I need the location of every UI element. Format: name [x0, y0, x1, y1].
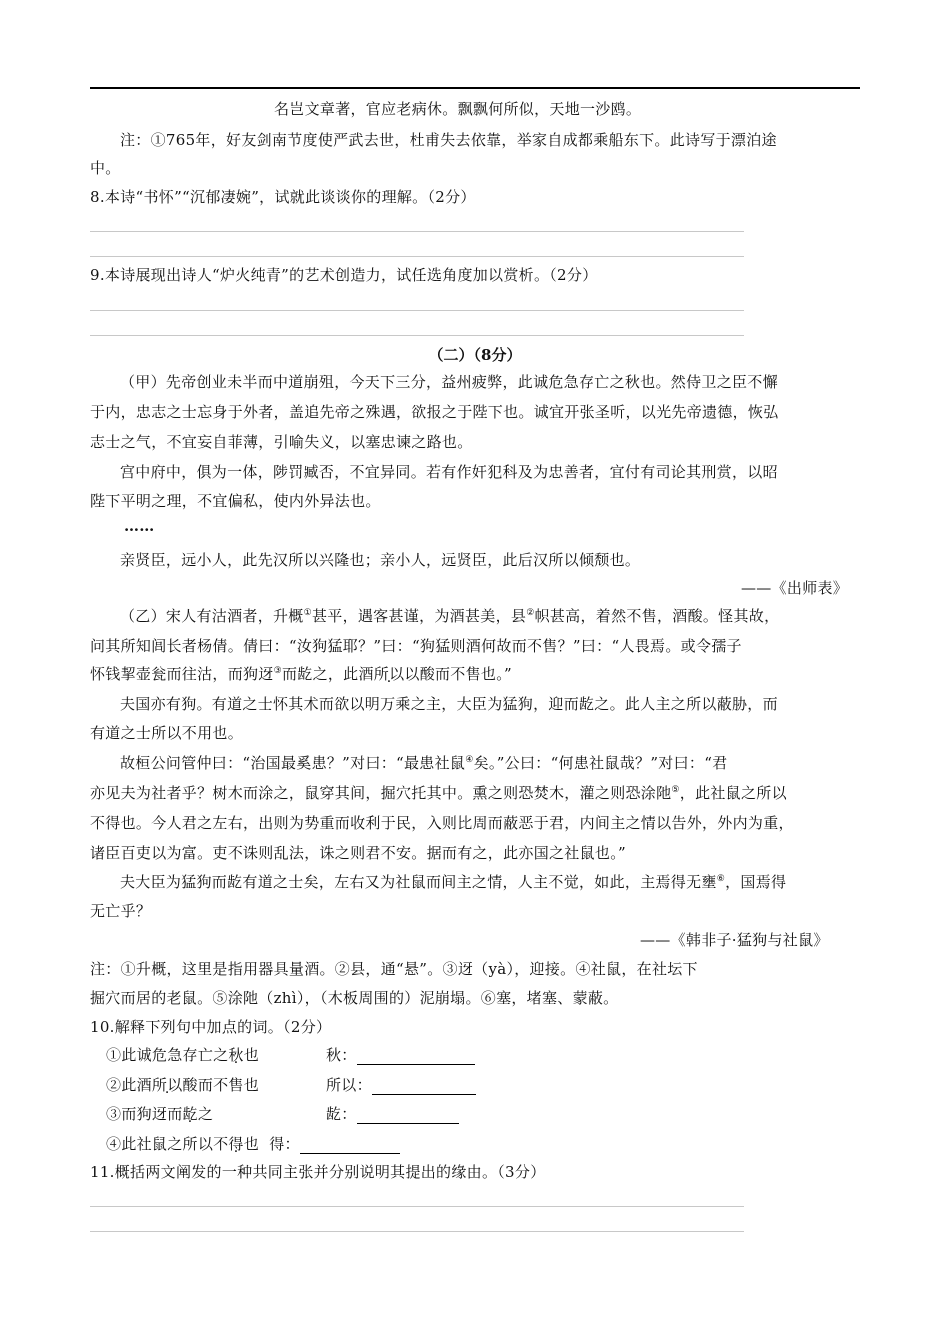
- question-8: 8.本诗“书怀”“沉郁凄婉”，试就此谈谈你的理解。（2分）: [90, 188, 476, 206]
- passage-b-p2-line: 夫国亦有狗。有道之士怀其术而欲以明万乘之主，大臣为猛狗，迎而龁之。此人主之所以蔽胁，而: [120, 695, 778, 713]
- question-11: 11.概括两文阐发的一种共同主张并分别说明其提出的缘由。（3分）: [90, 1163, 546, 1181]
- notes-line-2: 掘穴而居的老鼠。⑤涂阤（zhì），（木板周围的）泥崩塌。⑥塞，堵塞、蒙蔽。: [90, 989, 619, 1007]
- passage-b-p1-line-3: 怀钱挈壶瓮而往沽，而狗迓③而龁之，此酒所以以酸而不售也。”: [90, 665, 512, 683]
- q10-item-1: ①此诚危急存亡之秋也: [106, 1046, 260, 1064]
- footnote-mark: ⑤: [671, 785, 680, 795]
- answer-line[interactable]: [90, 231, 744, 232]
- passage-b-p2-line: 有道之士所以不用也。: [90, 724, 244, 742]
- passage-b-p3-line-1: 故桓公问管仲曰：“治国最奚患？”对曰：“最患社鼠④矣。”公曰：“何患社鼠哉？”对曰：“君: [120, 754, 728, 772]
- footnote-mark: ③: [273, 666, 282, 676]
- passage-b-p3-line-2: 亦见夫为社者乎？树木而涂之，鼠穿其间，掘穴托其中。熏之则恐焚木，灌之则恐涂阤⑤，此社鼠之所以: [90, 784, 787, 802]
- passage-b-p1-line-2: 问其所知闾长者杨倩。倩曰：“汝狗猛耶？”曰：“狗猛则酒何故而不售？”曰：“人畏焉。或令孺子: [90, 637, 742, 655]
- dotted-word: 所以: [373, 665, 405, 683]
- passage-b-p3-line-4: 诸臣百吏以为富。吏不诛则乱法，诛之则君不安。据而有之，此亦国之社鼠也。”: [90, 844, 626, 862]
- answer-blank[interactable]: [357, 1048, 475, 1065]
- question-10: 10.解释下列句中加点的词。（2分）: [90, 1018, 332, 1036]
- footnote-mark: ①: [303, 608, 312, 618]
- answer-line[interactable]: [90, 256, 744, 257]
- q10-item-2: ②此酒所以酸而不售也: [106, 1076, 260, 1094]
- passage-b-p4-line-2: 无亡乎？: [90, 902, 152, 920]
- passage-a-p1-line: （甲）先帝创业未半而中道崩殂，今天下三分，益州疲弊，此诚危急存亡之秋也。然侍卫之臣不懈: [120, 373, 778, 391]
- answer-blank[interactable]: [372, 1078, 476, 1095]
- passage-b-p1-line-1: （乙）宋人有沽酒者，升概①甚平，遇客甚谨，为酒甚美，县②帜甚高，着然不售，酒酸。怪其故，: [120, 607, 780, 625]
- passage-a-p2-line: 宫中府中，俱为一体，陟罚臧否，不宜异同。若有作奸犯科及为忠善者，宜付有司论其刑赏，以昭: [120, 463, 778, 481]
- passage-a-p1-line: 志士之气，不宜妄自菲薄，引喻失义，以塞忠谏之路也。: [90, 433, 473, 451]
- source-hanfeizi: ——《韩非子·猛狗与社鼠》: [640, 931, 829, 949]
- passage-b-p3-line-3: 不得也。今人君之左右，出则为势重而收利于民，入则比周而蔽恶于君，内间主之情以告外，外内为重，: [90, 814, 794, 832]
- passage-a-p3: 亲贤臣，远小人，此先汉所以兴隆也；亲小人，远贤臣，此后汉所以倾颓也。: [120, 551, 641, 569]
- section-heading: （二）（8分）: [428, 346, 522, 364]
- footnote-mark: ④: [465, 755, 474, 765]
- answer-line[interactable]: [90, 1206, 744, 1207]
- passage-a-p2-line: 陛下平明之理，不宜偏私，使内外异法也。: [90, 492, 381, 510]
- q10-answer-1: 秋：: [326, 1045, 475, 1065]
- answer-line[interactable]: [90, 335, 744, 336]
- notes-line-1: 注：①升概，这里是指用器具量酒。②县，通“悬”。③迓（yà），迎接。④社鼠，在社坛下: [90, 960, 698, 978]
- passage-b-p4-line-1: 夫大臣为猛狗而龁有道之士矣，左右又为社鼠而间主之情，人主不觉，如此，主焉得无壅⑥，国焉得: [120, 873, 787, 891]
- question-9: 9.本诗展现出诗人“炉火纯青”的艺术创造力，试任选角度加以赏析。（2分）: [90, 266, 598, 284]
- q10-answer-3: 龁：: [326, 1104, 459, 1124]
- answer-blank[interactable]: [300, 1137, 400, 1154]
- answer-blank[interactable]: [357, 1107, 459, 1124]
- answer-line[interactable]: [90, 310, 744, 311]
- poem-note-line-2: 中。: [90, 159, 121, 177]
- q10-answer-2: 所以：: [326, 1075, 476, 1095]
- footnote-mark: ②: [526, 608, 535, 618]
- top-rule: [90, 87, 860, 89]
- passage-a-p1-line: 于内，忠志之士忘身于外者，盖追先帝之殊遇，欲报之于陛下也。诚宜开张圣听，以光先帝遗德，恢弘: [90, 403, 779, 421]
- poem-final-line: 名岂文章著，官应老病休。飘飘何所似，天地一沙鸥。: [274, 100, 642, 118]
- poem-note-line-1: 注：①765年，好友剑南节度使严武去世，杜甫失去依靠，举家自成都乘船东下。此诗写于漂泊途: [120, 131, 777, 149]
- ellipsis: ……: [124, 517, 155, 535]
- q10-item-4: ④此社鼠之所以不得也 得：: [106, 1134, 400, 1154]
- answer-line[interactable]: [90, 1231, 744, 1232]
- q10-item-3: ③而狗迓而龁之: [106, 1105, 214, 1123]
- footnote-mark: ⑥: [716, 874, 726, 884]
- source-chushibiao: ——《出师表》: [741, 579, 849, 597]
